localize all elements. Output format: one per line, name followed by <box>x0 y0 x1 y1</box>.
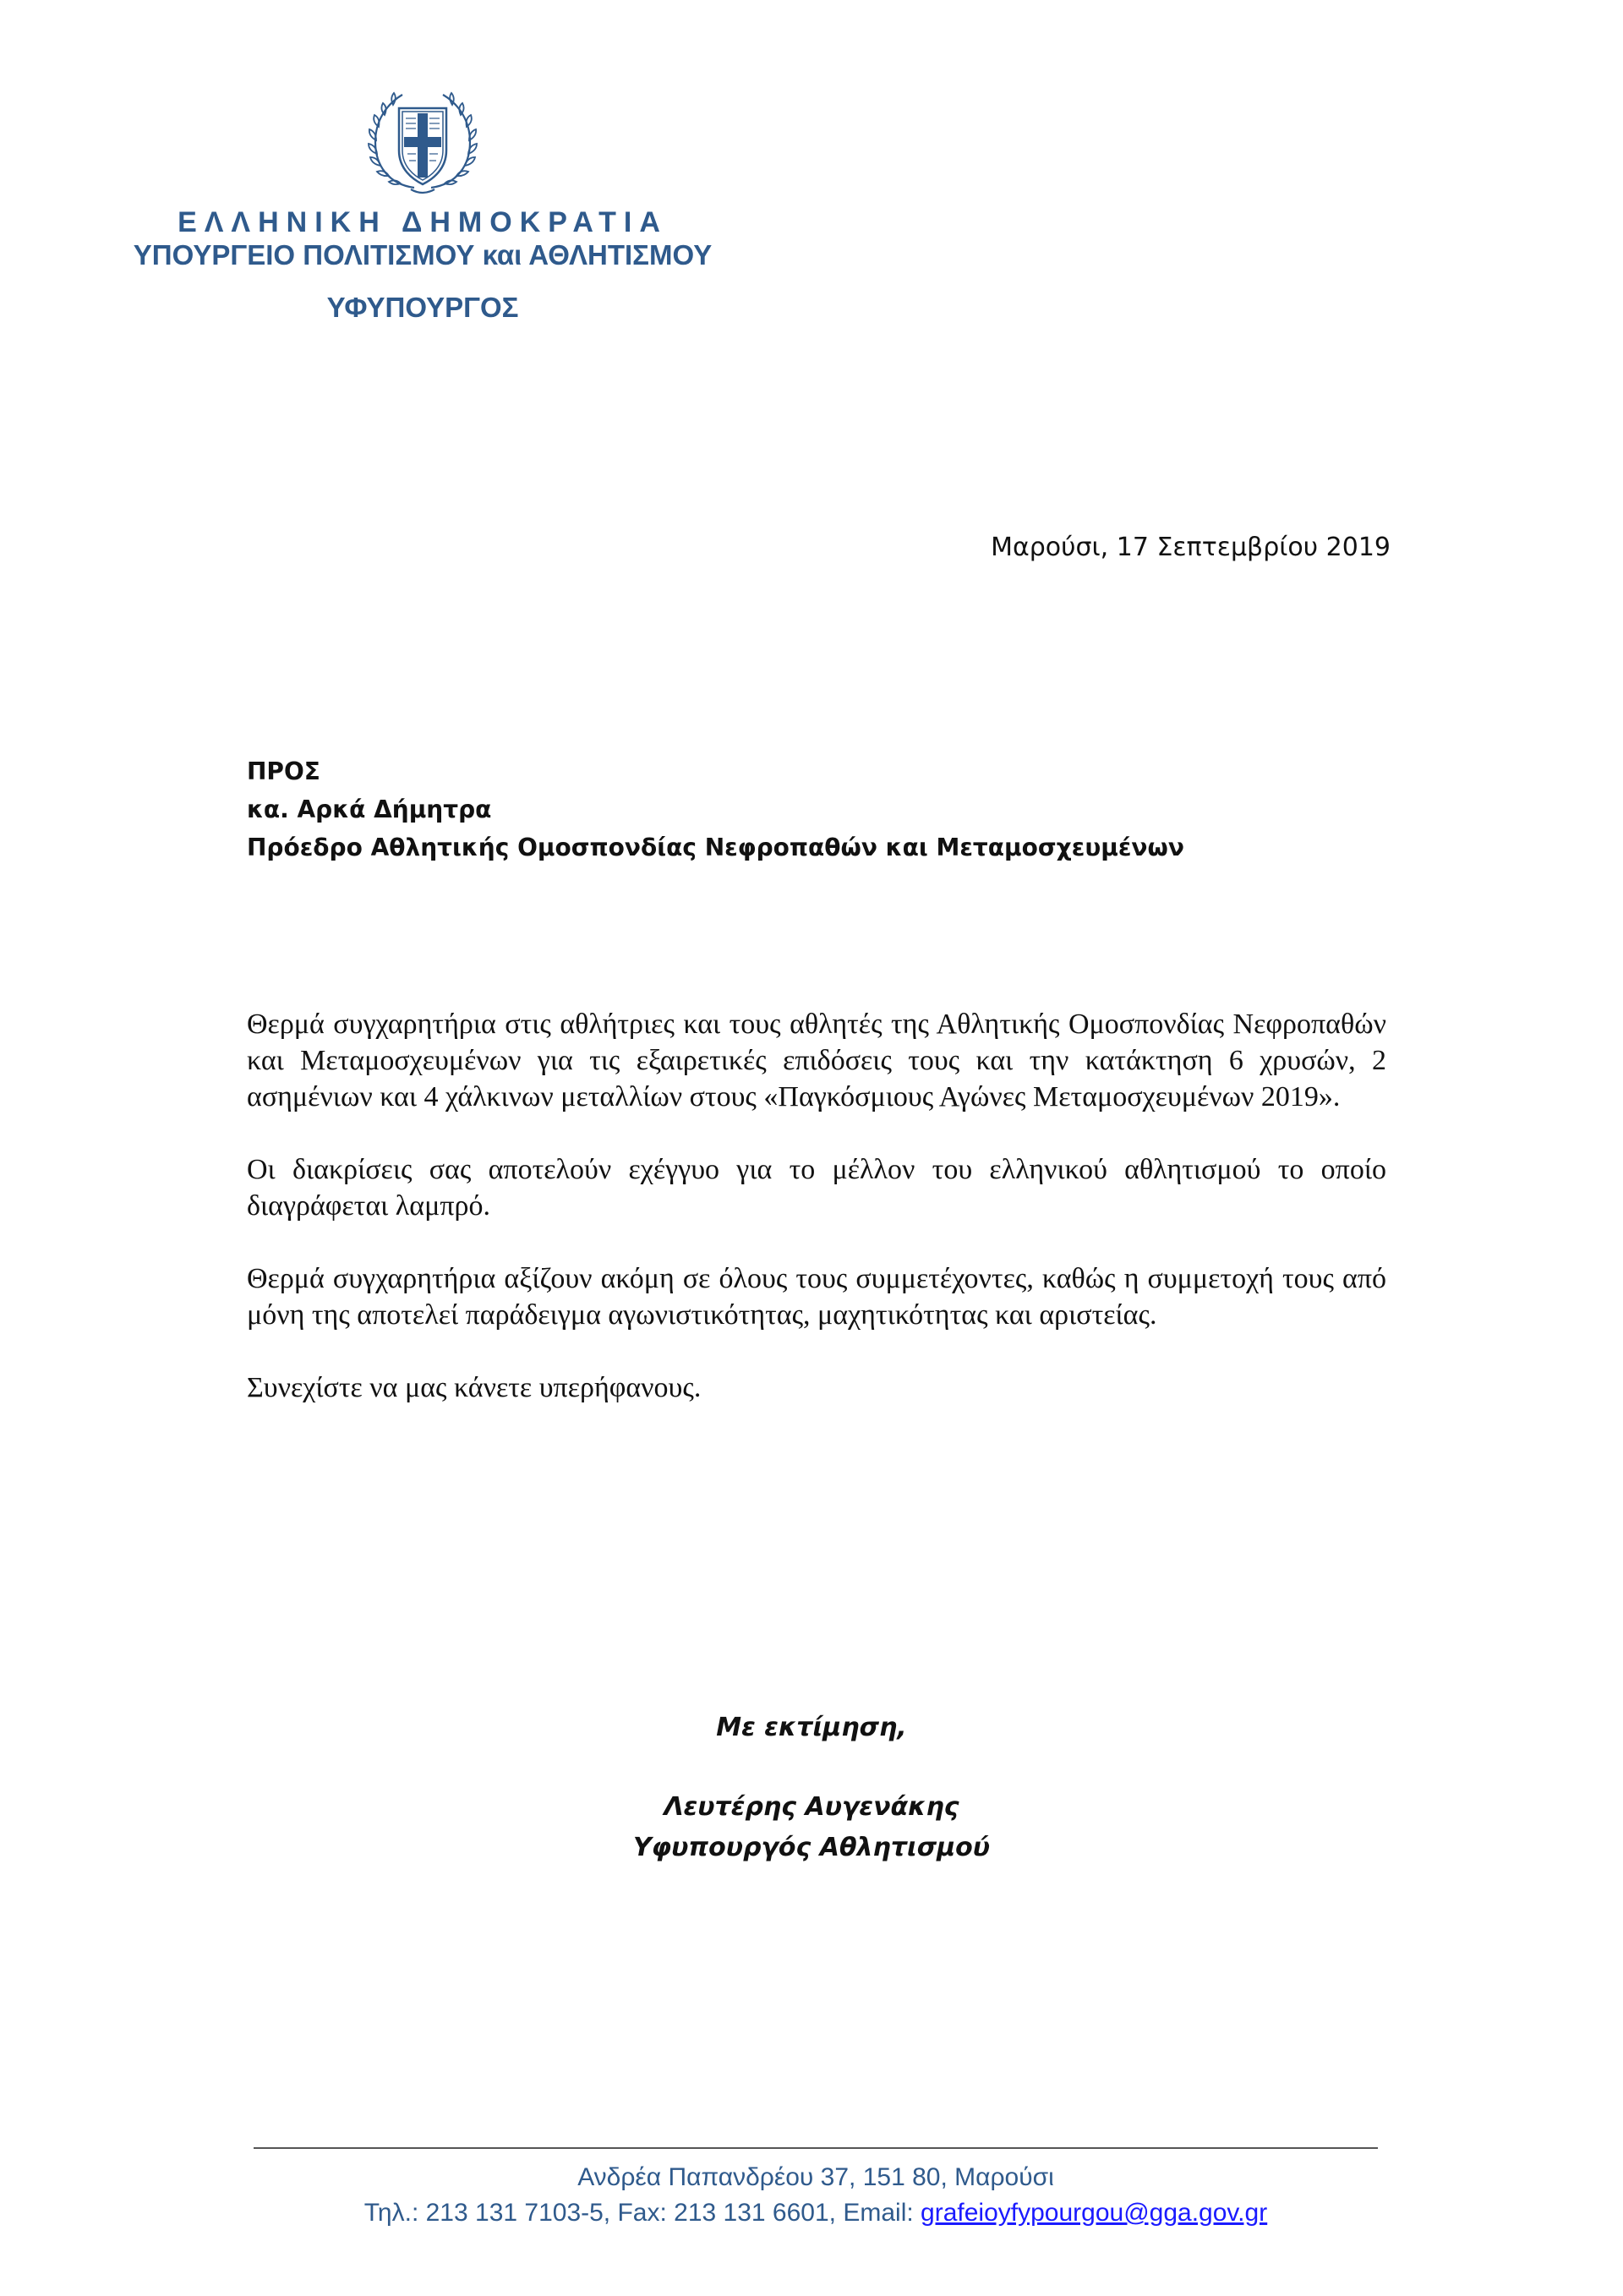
closing-block <box>524 1708 1099 1868</box>
letterhead <box>93 85 752 324</box>
greek-coat-of-arms-icon <box>363 85 482 199</box>
letterhead-office: ΥΦΥΠΟΥΡΓΟΣ <box>326 292 519 323</box>
signer-name: Λευτέρης Αυγενάκης <box>664 1792 959 1822</box>
letter-date: Μαρούσι, 17 Σεπτεμβρίου 2019 <box>991 533 1391 562</box>
signer-title: Υφυπουργός Αθλητισμού <box>632 1833 991 1862</box>
footer <box>254 2160 1378 2231</box>
footer-contact <box>254 2195 1378 2231</box>
letterhead-ministry: ΥΠΟΥΡΓΕΙΟ ΠΟΛΙΤΙΣΜΟΥ και ΑΘΛΗΤΙΣΜΟΥ <box>133 239 713 271</box>
footer-email-link[interactable]: grafeioyfypourgou@gga.gov.gr <box>921 2199 1268 2227</box>
body-paragraph-3: Θερμά συγχαρητήρια αξίζουν ακόμη σε όλους τους συμμετέχοντες, καθώς η συμμετοχή τους από μόνη της αποτελεί παράδειγμα αγωνιστικότητας, μαχητικότητας και αριστείας. <box>247 1263 1386 1331</box>
footer-divider <box>254 2147 1378 2149</box>
letterhead-republic: ΕΛΛΗΝΙΚΗ ΔΗΜΟΚΡΑΤΙΑ <box>178 206 668 238</box>
body-paragraph-4: Συνεχίστε να μας κάνετε υπερήφανους. <box>247 1372 702 1403</box>
footer-address: Ανδρέα Παπανδρέου 37, 151 80, Μαρούσι <box>577 2163 1054 2191</box>
recipient-name: κα. Αρκά Δήμητρα <box>247 795 492 823</box>
letter-body <box>247 1006 1386 1442</box>
recipient-title: Πρόεδρο Αθλητικής Ομοσπονδίας Νεφροπαθών και Μεταμοσχευμένων <box>247 834 1184 861</box>
recipient-to-label: ΠΡΟΣ <box>247 757 320 785</box>
body-paragraph-2: Οι διακρίσεις σας αποτελούν εχέγγυο για το μέλλον του ελληνικού αθλητισμού το οποίο διαγράφεται λαμπρό. <box>247 1154 1386 1222</box>
body-paragraph-1: Θερμά συγχαρητήρια στις αθλήτριες και τους αθλητές της Αθλητικής Ομοσπονδίας Νεφροπαθών και Μεταμοσχευμένων για τις εξαιρετικές επιδόσεις τους και την κατάκτηση 6 χρυσών, 2 ασημένιων και 4 χάλκινων μεταλλίων στους «Παγκόσμιους Αγώνες Μεταμοσχευμένων 2019». <box>247 1009 1386 1112</box>
footer-contact-text: Τηλ.: 213 131 7103-5, Fax: 213 131 6601, Email: <box>363 2199 921 2227</box>
recipient-block <box>247 752 1184 866</box>
closing-greeting: Με εκτίμηση, <box>716 1713 907 1742</box>
